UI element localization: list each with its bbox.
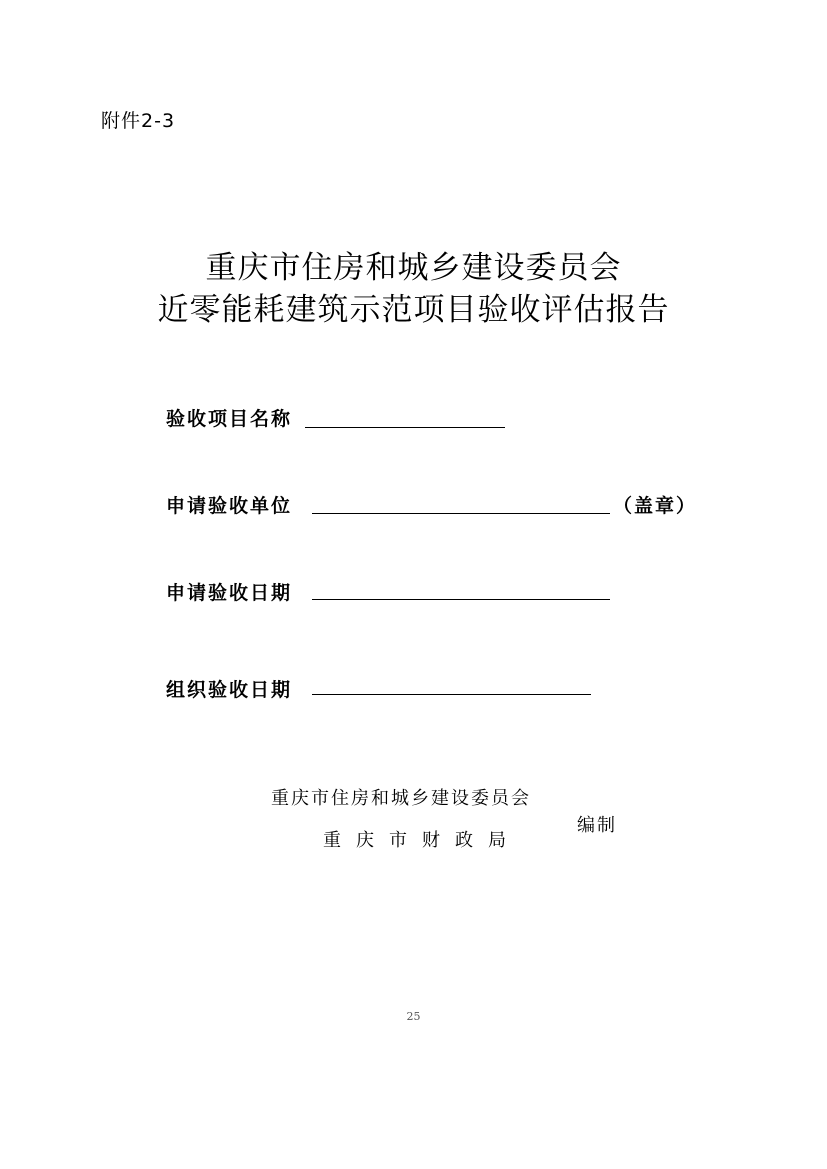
seal-note: （盖章） (613, 495, 698, 517)
report-title-line-2: 近零能耗建筑示范项目验收评估报告 (157, 292, 670, 328)
issuer-housing-commission: 重庆市住房和城乡建设委员会 (271, 788, 531, 809)
inspection-date-label: 组织验收日期 (166, 679, 293, 701)
report-title-line-1: 重庆市住房和城乡建设委员会 (205, 250, 622, 286)
compiled-by-label: 编制 (577, 815, 617, 836)
issuer-finance-bureau: 重庆市财政局 (323, 830, 521, 851)
inspection-date-field[interactable] (312, 694, 591, 695)
applicant-unit-field[interactable] (312, 513, 610, 514)
application-date-label: 申请验收日期 (166, 582, 293, 604)
application-date-field[interactable] (312, 599, 610, 600)
project-name-field[interactable] (305, 427, 505, 428)
page-number: 25 (406, 1010, 421, 1023)
project-name-label: 验收项目名称 (166, 408, 293, 430)
applicant-unit-label: 申请验收单位 (166, 495, 293, 517)
attachment-label: 附件2-3 (101, 110, 176, 132)
